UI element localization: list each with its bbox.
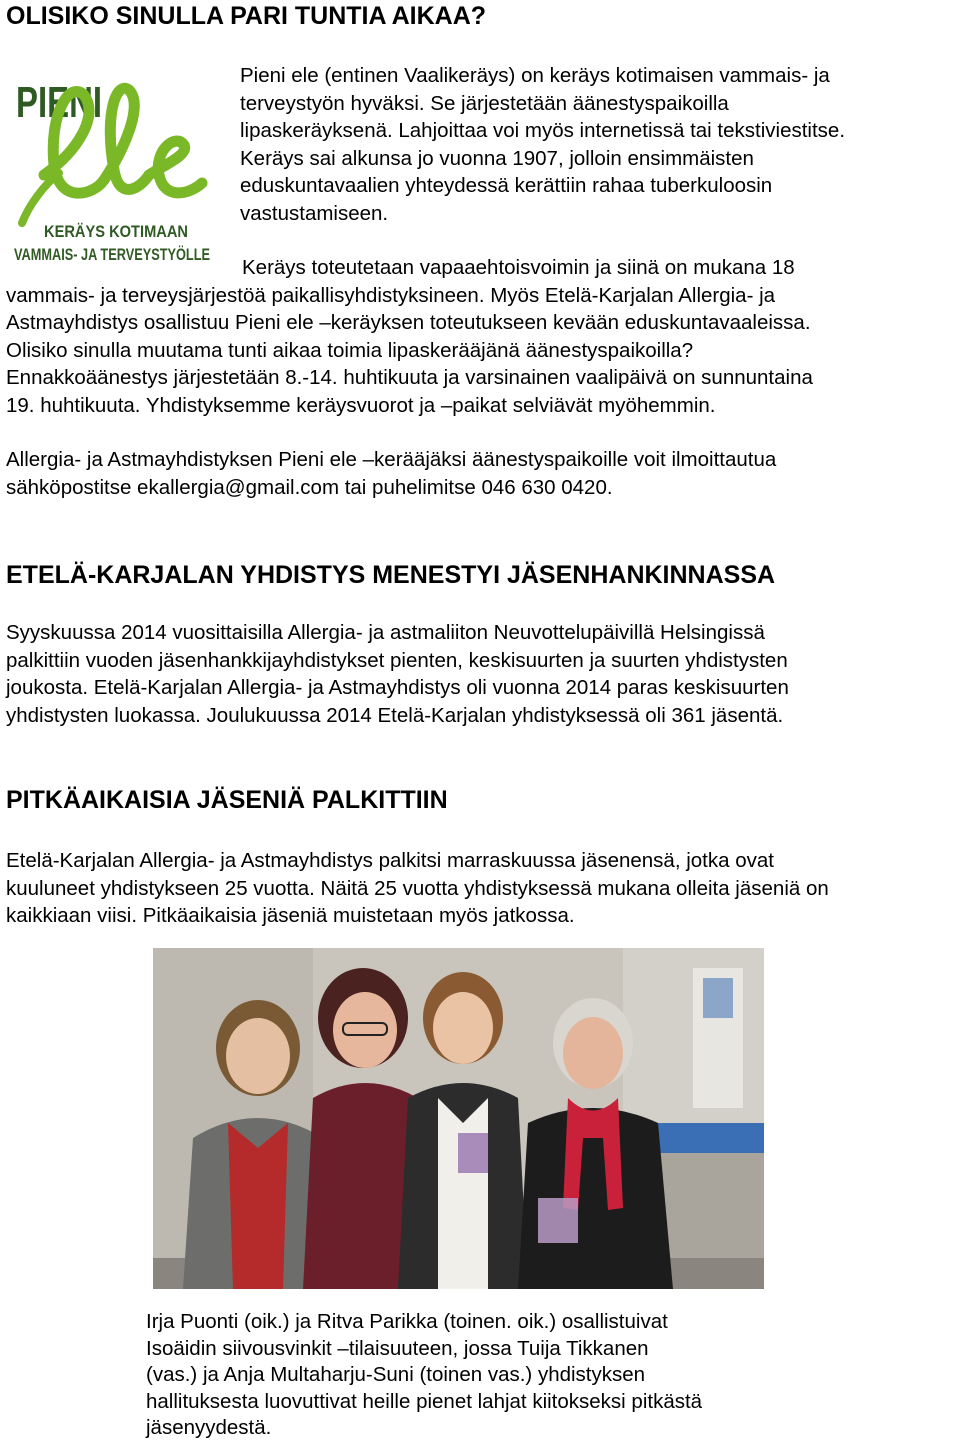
text-line: lipaskeräyksenä. Lahjoittaa voi myös internetissä tai tekstiviestitse. xyxy=(240,119,846,142)
logo-word-pieni: PIENI xyxy=(16,78,102,127)
pieni-ele-logo-graphic xyxy=(4,55,222,277)
section-heading-pitkaaikaiset: PITKÄAIKAISIA JÄSENIÄ PALKITTIIN xyxy=(6,786,448,814)
text-line: Keräys sai alkunsa jo vuonna 1907, jolloin ensimmäisten xyxy=(240,146,754,170)
text-line: kuuluneet yhdistykseen 25 vuotta. Näitä 25 vuotta yhdistyksessä mukana olleita jäseniä on xyxy=(6,876,829,900)
text-line: vastustamiseen. xyxy=(240,201,389,225)
pieni-ele-logo xyxy=(4,55,222,277)
text-line: 19. huhtikuuta. Yhdistyksemme keräysvuorot ja –paikat selviävät myöhemmin. xyxy=(6,393,716,417)
text-line: Olisiko sinulla muutama tunti aikaa toimia lipaskerääjänä äänestyspaikoilla? xyxy=(6,338,694,362)
section-heading-pieni-ele: OLISIKO SINULLA PARI TUNTIA AIKAA? xyxy=(6,2,487,30)
text-line: Syyskuussa 2014 vuosittaisilla Allergia- ja astmaliiton Neuvottelupäivillä Helsingissä xyxy=(6,621,765,644)
group-photo-illustration xyxy=(153,948,764,1289)
text-line: Allergia- ja Astmayhdistyksen Pieni ele –kerääjäksi äänestyspaikoille voit ilmoittautua xyxy=(6,448,777,471)
text-line: vammais- ja terveysjärjestöä paikallisyhdistyksineen. Myös Etelä-Karjalan Allergia- ja xyxy=(6,283,776,307)
section-heading-jasenhankinta: ETELÄ-KARJALAN YHDISTYS MENESTYI JÄSENHANKINNASSA xyxy=(6,561,776,589)
caption-line: Isoäidin siivousvinkit –tilaisuuteen, jossa Tuija Tikkanen xyxy=(146,1336,649,1360)
text-line: terveystyön hyväksi. Se järjestetään äänestyspaikoilla xyxy=(240,91,729,115)
text-line: Ennakkoäänestys järjestetään 8.-14. huhtikuuta ja varsinainen vaalipäivä on sunnuntaina xyxy=(6,366,813,389)
caption-line: Irja Puonti (oik.) ja Ritva Parikka (toinen. oik.) osallistuivat xyxy=(146,1310,668,1333)
text-line: palkittiin vuoden jäsenhankkijayhdistykset pienten, keskisuurten ja suurten yhdistysten xyxy=(6,648,788,672)
text-line: Pieni ele (entinen Vaalikeräys) on keräys kotimaisen vammais- ja xyxy=(240,64,830,87)
intro-paragraph xyxy=(240,62,845,227)
text-line: Keräys toteutetaan vapaaehtoisvoimin ja siinä on mukana 18 xyxy=(242,256,795,279)
photo-caption xyxy=(146,1309,702,1442)
logo-line-1: KERÄYS KOTIMAAN xyxy=(44,222,188,241)
body-paragraph xyxy=(6,254,813,419)
text-line: sähköpostitse ekallergia@gmail.com tai puhelimitse 046 630 0420. xyxy=(6,475,613,499)
caption-line: (vas.) ja Anja Multaharju-Suni (toinen vas.) yhdistyksen xyxy=(146,1363,646,1386)
text-line: Astmayhdistys osallistuu Pieni ele –keräyksen toteutukseen kevään eduskuntavaaleissa. xyxy=(6,311,811,334)
group-photo xyxy=(153,948,764,1289)
contact-paragraph xyxy=(6,446,776,501)
text-line: kaikkiaan viisi. Pitkäaikaisia jäseniä muistetaan myös jatkossa. xyxy=(6,904,575,927)
long-term-members-paragraph xyxy=(6,847,829,930)
membership-paragraph xyxy=(6,619,789,729)
caption-line: hallituksesta luovuttivat heille pienet lahjat kiitokseksi pitkästä xyxy=(146,1389,703,1413)
logo-line-2: VAMMAIS- JA TERVEYSTYÖLLE xyxy=(14,245,210,264)
text-line: yhdistysten luokassa. Joulukuussa 2014 Etelä-Karjalan yhdistyksessä oli 361 jäsentä. xyxy=(6,703,784,727)
text-line: Etelä-Karjalan Allergia- ja Astmayhdistys palkitsi marraskuussa jäsenensä, jotka ovat xyxy=(6,849,774,872)
caption-line: jäsenyydestä. xyxy=(146,1416,272,1439)
text-line: eduskuntavaalien yhteydessä kerättiin rahaa tuberkuloosin xyxy=(240,174,773,197)
text-line: joukosta. Etelä-Karjalan Allergia- ja Astmayhdistys oli vuonna 2014 paras keskisuurten xyxy=(6,676,789,699)
